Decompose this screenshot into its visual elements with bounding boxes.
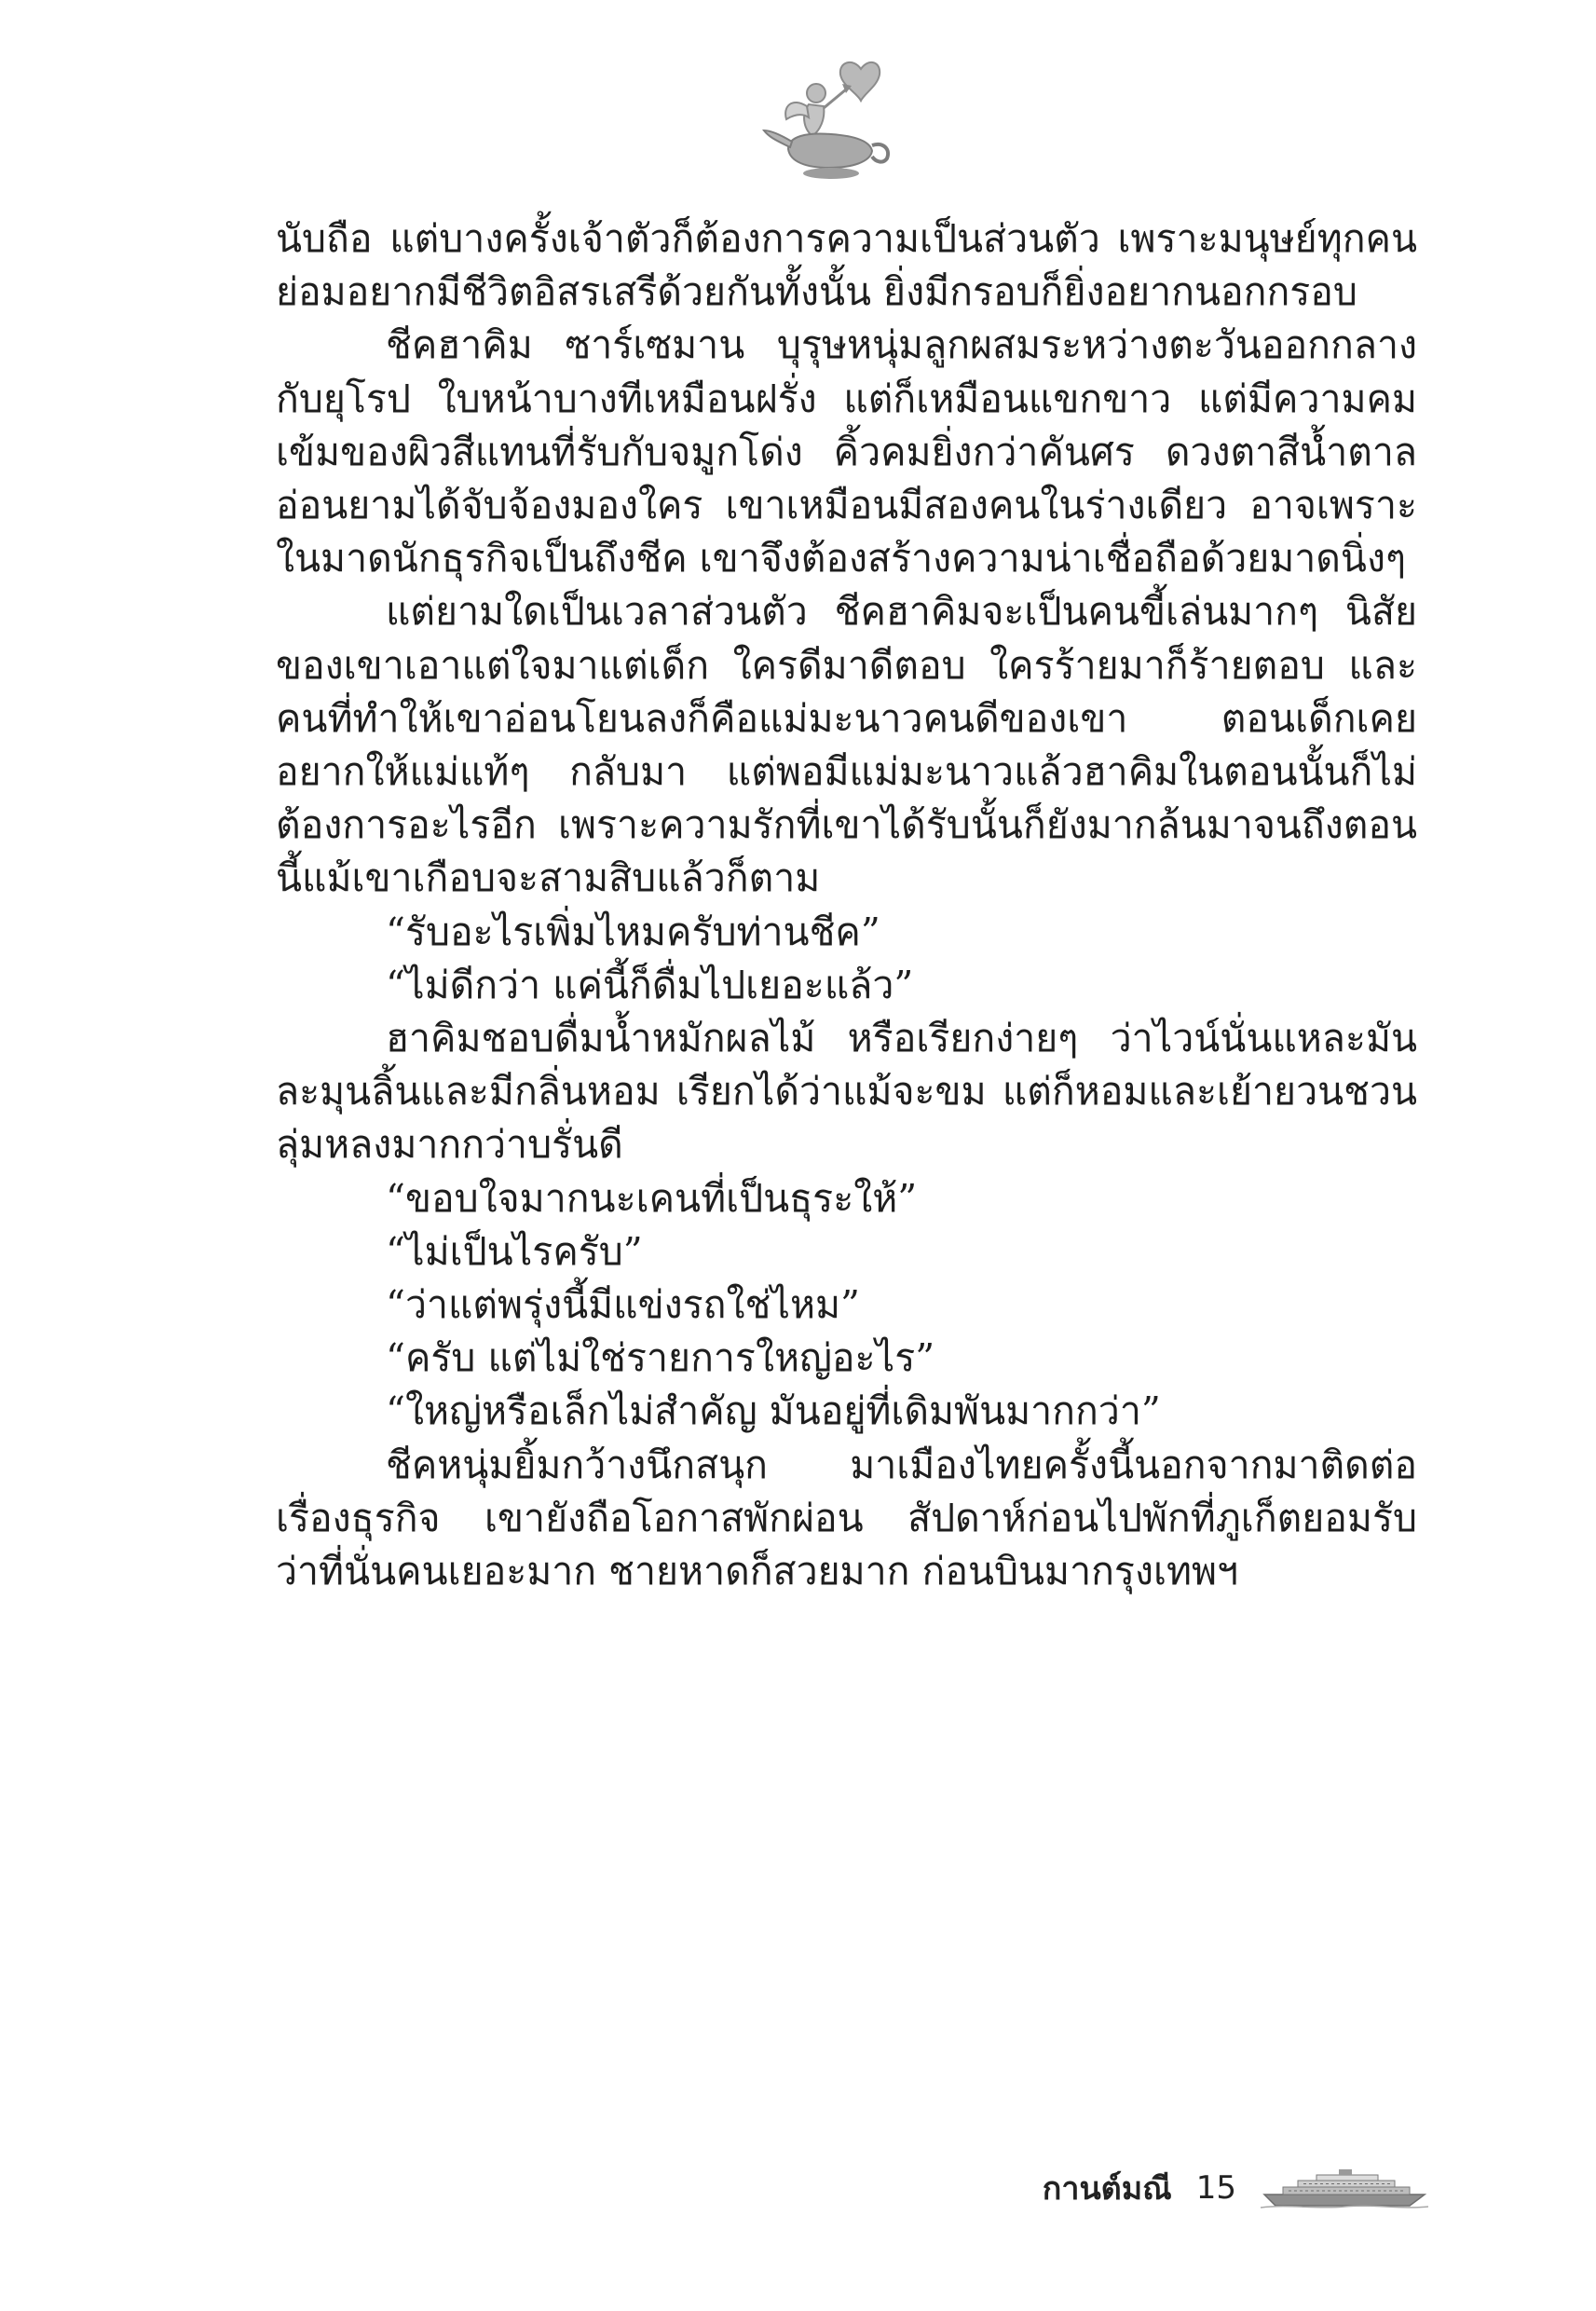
paragraph: นับถือ แต่บางครั้งเจ้าตัวก็ต้องการความเป็นส่วนตัว เพราะมนุษย์ทุกคนย่อมอยากมีชีวิตอิสรเสรีด้วยกันทั้งนั้น ยิ่งมีกรอบก็ยิ่งอยากนอกกรอบ xyxy=(276,216,1417,315)
cupid-teapot-ornament-icon xyxy=(760,52,900,192)
dialogue-line: “ว่าแต่พรุ่งนี้มีแข่งรถใช่ไหม” xyxy=(386,1282,860,1328)
dialogue-line: “ไม่เป็นไรครับ” xyxy=(386,1228,643,1274)
paragraph: แต่ยามใดเป็นเวลาส่วนตัว ชีคฮาคิมจะเป็นคนขี้เล่นมากๆ นิสัยของเขาเอาแต่ใจมาแต่เด็ก ใครดีมาดีตอบ ใครร้ายมาก็ร้ายตอบ และคนที่ทำให้เขาอ่อนโยนลงก็คือแม่มะนาวคนดีของเขา ตอนเด็กเคยอยากให้แม่แท้ๆ กลับมา แต่พอมีแม่มะนาวแล้วฮาคิมในตอนนั้นก็ไม่ต้องการอะไรอีก เพราะความรักที่เขาได้รับนั้นก็ยังมากล้นมาจนถึงตอนนี้แม้เขาเกือบจะสามสิบแล้วก็ตาม xyxy=(276,589,1417,901)
body-text xyxy=(276,212,1417,1598)
book-title: กานต์มณี xyxy=(1042,2170,1172,2208)
dialogue-line: “ขอบใจมากนะเคนที่เป็นธุระให้” xyxy=(386,1175,918,1221)
paragraph: ชีคหนุ่มยิ้มกว้างนึกสนุก มาเมืองไทยครั้งนี้นอกจากมาติดต่อเรื่องธุรกิจ เขายังถือโอกาสพักผ่อน สัปดาห์ก่อนไปพักที่ภูเก็ตยอมรับว่าที่นั่นคนเยอะมาก ชายหาดก็สวยมาก ก่อนบินมากรุงเทพฯ xyxy=(276,1442,1417,1594)
page-number: 15 xyxy=(1195,2169,1236,2207)
dialogue-line: “ใหญ่หรือเล็กไม่สำคัญ มันอยู่ที่เดิมพันมากกว่า” xyxy=(386,1388,1161,1434)
cruise-ship-icon xyxy=(1261,2167,1428,2209)
paragraph: ชีคฮาคิม ซาร์เซมาน บุรุษหนุ่มลูกผสมระหว่างตะวันออกกลางกับยุโรป ใบหน้าบางทีเหมือนฝรั่ง แต่ก็เหมือนแขกขาว แต่มีความคมเข้มของผิวสีแทนที่รับกับจมูกโด่ง คิ้วคมยิ่งกว่าคันศร ดวงตาสีน้ำตาลอ่อนยามได้จับจ้องมองใคร เขาเหมือนมีสองคนในร่างเดียว อาจเพราะในมาดนักธุรกิจเป็นถึงชีค เขาจึงต้องสร้างความน่าเชื่อถือด้วยมาดนิ่งๆ xyxy=(276,322,1417,581)
dialogue-line: “ครับ แต่ไม่ใช่รายการใหญ่อะไร” xyxy=(386,1335,935,1381)
paragraph: ฮาคิมชอบดื่มน้ำหมักผลไม้ หรือเรียกง่ายๆ ว่าไวน์นั่นแหละมันละมุนลิ้นและมีกลิ่นหอม เรียกได้ว่าแม้จะขม แต่ก็หอมและเย้ายวนชวนลุ่มหลงมากกว่าบรั่นดี xyxy=(276,1016,1417,1168)
page-footer xyxy=(1043,2160,1428,2216)
dialogue-line: “ไม่ดีกว่า แค่นี้ก็ดื่มไปเยอะแล้ว” xyxy=(386,962,914,1007)
dialogue-line: “รับอะไรเพิ่มไหมครับท่านชีค” xyxy=(386,909,880,954)
